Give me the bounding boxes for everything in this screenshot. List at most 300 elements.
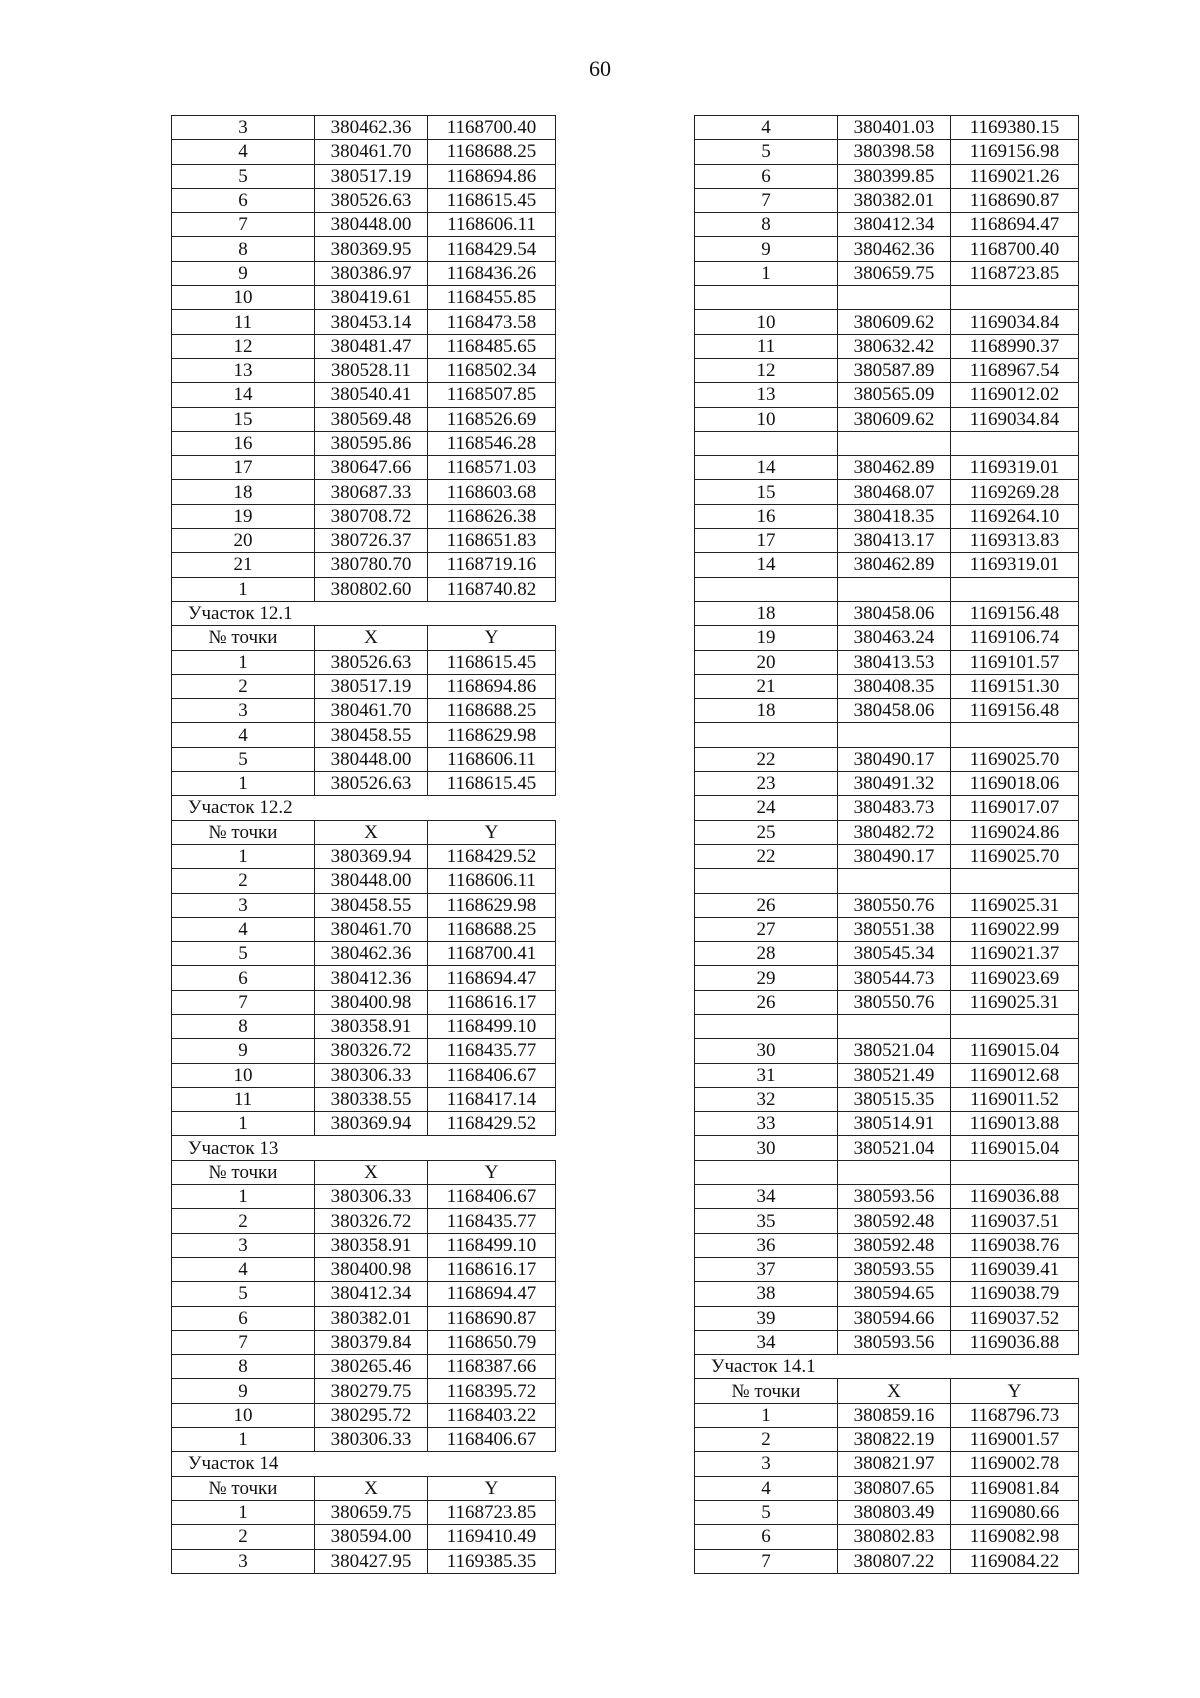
table-row	[172, 1112, 556, 1136]
point-number-cell: 9	[172, 1039, 315, 1063]
x-coordinate-cell: 380265.46	[315, 1355, 428, 1379]
y-coordinate-cell: 1169319.01	[951, 553, 1079, 577]
y-coordinate-cell: 1168395.72	[428, 1379, 556, 1403]
y-coordinate-cell: 1168688.25	[428, 699, 556, 723]
y-coordinate-cell: 1169021.26	[951, 164, 1079, 188]
point-number-cell: 1	[172, 772, 315, 796]
point-number-cell: 23	[695, 772, 838, 796]
table-row	[172, 456, 556, 480]
point-number-cell: 11	[172, 1087, 315, 1111]
x-coordinate-cell: 380491.32	[838, 772, 951, 796]
table-row	[172, 966, 556, 990]
x-coordinate-cell: 380462.89	[838, 553, 951, 577]
separator-row	[695, 1014, 1079, 1038]
table-row	[172, 407, 556, 431]
x-coordinate-cell: 380594.00	[315, 1525, 428, 1549]
y-coordinate-cell: 1168387.66	[428, 1355, 556, 1379]
y-coordinate-cell: 1168700.40	[428, 116, 556, 140]
y-coordinate-cell: 1169012.68	[951, 1063, 1079, 1087]
point-number-header: № точки	[172, 820, 315, 844]
y-coordinate-cell: 1169080.66	[951, 1500, 1079, 1524]
x-coordinate-cell: 380544.73	[838, 966, 951, 990]
table-row	[172, 1257, 556, 1281]
point-number-cell: 9	[172, 261, 315, 285]
point-number-cell: 21	[172, 553, 315, 577]
y-coordinate-cell: 1169038.76	[951, 1233, 1079, 1257]
point-number-cell: 30	[695, 1136, 838, 1160]
point-number-cell: 11	[172, 310, 315, 334]
x-coordinate-cell: 380481.47	[315, 334, 428, 358]
point-number-cell: 5	[172, 747, 315, 771]
x-coordinate-cell: 380399.85	[838, 164, 951, 188]
x-coordinate-cell: 380514.91	[838, 1112, 951, 1136]
y-coordinate-cell: 1168526.69	[428, 407, 556, 431]
x-coordinate-cell: 380462.36	[838, 237, 951, 261]
point-number-cell: 7	[695, 1549, 838, 1573]
empty-cell	[838, 1014, 951, 1038]
section-title-row	[172, 601, 556, 625]
point-number-cell: 2	[172, 1525, 315, 1549]
separator-row	[695, 1160, 1079, 1184]
separator-row	[695, 286, 1079, 310]
table-row	[172, 772, 556, 796]
point-number-cell: 1	[172, 577, 315, 601]
x-coordinate-cell: 380526.63	[315, 188, 428, 212]
y-coordinate-cell: 1168606.11	[428, 213, 556, 237]
point-number-cell: 5	[695, 1500, 838, 1524]
point-number-cell: 11	[695, 334, 838, 358]
y-coordinate-cell: 1168502.34	[428, 358, 556, 382]
y-coordinate-cell: 1168688.25	[428, 140, 556, 164]
x-coordinate-cell: 380659.75	[838, 261, 951, 285]
y-coordinate-cell: 1168694.86	[428, 164, 556, 188]
x-coordinate-cell: 380461.70	[315, 140, 428, 164]
x-coordinate-cell: 380569.48	[315, 407, 428, 431]
x-coordinate-cell: 380338.55	[315, 1087, 428, 1111]
x-coordinate-cell: 380821.97	[838, 1452, 951, 1476]
table-row	[695, 358, 1079, 382]
x-coordinate-cell: 380358.91	[315, 1233, 428, 1257]
point-number-cell: 7	[695, 188, 838, 212]
empty-cell	[315, 1136, 428, 1160]
y-coordinate-cell: 1168700.40	[951, 237, 1079, 261]
y-coordinate-cell: 1168723.85	[951, 261, 1079, 285]
point-number-cell: 1	[695, 261, 838, 285]
table-row	[695, 990, 1079, 1014]
table-row	[695, 480, 1079, 504]
x-coordinate-cell: 380412.36	[315, 966, 428, 990]
x-coordinate-cell: 380306.33	[315, 1063, 428, 1087]
x-coordinate-cell: 380526.63	[315, 772, 428, 796]
y-coordinate-cell: 1169385.35	[428, 1549, 556, 1573]
x-coordinate-cell: 380609.62	[838, 310, 951, 334]
x-coordinate-cell: 380398.58	[838, 140, 951, 164]
x-coordinate-cell: 380540.41	[315, 383, 428, 407]
table-row	[172, 431, 556, 455]
table-row	[172, 358, 556, 382]
point-number-cell: 21	[695, 674, 838, 698]
table-row	[695, 1209, 1079, 1233]
table-row	[695, 747, 1079, 771]
x-coordinate-cell: 380807.22	[838, 1549, 951, 1573]
empty-cell	[838, 1160, 951, 1184]
table-row	[172, 1500, 556, 1524]
x-coordinate-cell: 380453.14	[315, 310, 428, 334]
y-coordinate-cell: 1168429.52	[428, 844, 556, 868]
table-row	[172, 116, 556, 140]
x-coordinate-cell: 380822.19	[838, 1428, 951, 1452]
point-number-cell: 18	[695, 699, 838, 723]
point-number-cell: 7	[172, 1330, 315, 1354]
x-coordinate-cell: 380458.06	[838, 601, 951, 625]
y-coordinate-cell: 1168455.85	[428, 286, 556, 310]
x-coordinate-cell: 380647.66	[315, 456, 428, 480]
x-coordinate-cell: 380594.66	[838, 1306, 951, 1330]
table-row	[172, 529, 556, 553]
x-coordinate-cell: 380551.38	[838, 917, 951, 941]
table-row	[695, 213, 1079, 237]
table-row	[172, 1549, 556, 1573]
empty-cell	[315, 1452, 428, 1476]
y-column-header: Y	[951, 1379, 1079, 1403]
table-row	[172, 480, 556, 504]
point-number-cell: 5	[172, 164, 315, 188]
y-coordinate-cell: 1169015.04	[951, 1136, 1079, 1160]
point-number-cell: 1	[172, 844, 315, 868]
y-coordinate-cell: 1169015.04	[951, 1039, 1079, 1063]
table-row	[172, 504, 556, 528]
empty-cell	[428, 1452, 556, 1476]
y-coordinate-cell: 1169034.84	[951, 310, 1079, 334]
empty-cell	[428, 796, 556, 820]
point-number-cell: 8	[172, 1014, 315, 1038]
table-row	[172, 334, 556, 358]
y-coordinate-cell: 1169025.70	[951, 844, 1079, 868]
point-number-cell: 14	[695, 456, 838, 480]
table-row	[172, 747, 556, 771]
table-header-row	[172, 1160, 556, 1184]
point-number-cell: 22	[695, 747, 838, 771]
x-coordinate-cell: 380419.61	[315, 286, 428, 310]
table-row	[172, 1039, 556, 1063]
y-coordinate-cell: 1169039.41	[951, 1257, 1079, 1281]
table-row	[695, 1063, 1079, 1087]
table-row	[172, 723, 556, 747]
table-row	[172, 237, 556, 261]
x-coordinate-cell: 380594.65	[838, 1282, 951, 1306]
table-row	[695, 820, 1079, 844]
empty-cell	[428, 1136, 556, 1160]
table-row	[695, 1500, 1079, 1524]
x-coordinate-cell: 380609.62	[838, 407, 951, 431]
point-number-cell: 30	[695, 1039, 838, 1063]
table-row	[172, 164, 556, 188]
x-coordinate-cell: 380412.34	[315, 1282, 428, 1306]
point-number-cell: 14	[695, 553, 838, 577]
x-coordinate-cell: 380418.35	[838, 504, 951, 528]
point-number-cell: 34	[695, 1330, 838, 1354]
point-number-cell: 15	[695, 480, 838, 504]
table-row	[172, 286, 556, 310]
y-coordinate-cell: 1168436.26	[428, 261, 556, 285]
table-row	[695, 334, 1079, 358]
point-number-cell: 26	[695, 893, 838, 917]
table-row	[172, 1306, 556, 1330]
table-row	[695, 1452, 1079, 1476]
section-title: Участок 14.1	[695, 1355, 838, 1379]
x-column-header: X	[838, 1379, 951, 1403]
table-header-row	[172, 626, 556, 650]
y-coordinate-cell: 1169024.86	[951, 820, 1079, 844]
point-number-cell: 8	[172, 1355, 315, 1379]
x-coordinate-cell: 380369.95	[315, 237, 428, 261]
table-row	[172, 1087, 556, 1111]
x-coordinate-cell: 380659.75	[315, 1500, 428, 1524]
empty-cell	[315, 796, 428, 820]
x-coordinate-cell: 380448.00	[315, 213, 428, 237]
table-row	[172, 1282, 556, 1306]
x-coordinate-cell: 380461.70	[315, 699, 428, 723]
table-row	[172, 650, 556, 674]
x-coordinate-cell: 380528.11	[315, 358, 428, 382]
point-number-cell: 16	[695, 504, 838, 528]
empty-cell	[951, 1355, 1079, 1379]
table-row	[172, 188, 556, 212]
empty-cell	[838, 1355, 951, 1379]
point-number-cell: 37	[695, 1257, 838, 1281]
x-coordinate-cell: 380408.35	[838, 674, 951, 698]
y-coordinate-cell: 1169082.98	[951, 1525, 1079, 1549]
y-coordinate-cell: 1169001.57	[951, 1428, 1079, 1452]
table-row	[695, 1403, 1079, 1427]
x-coordinate-cell: 380802.83	[838, 1525, 951, 1549]
x-coordinate-cell: 380807.65	[838, 1476, 951, 1500]
y-coordinate-cell: 1168650.79	[428, 1330, 556, 1354]
point-number-cell: 4	[695, 1476, 838, 1500]
y-column-header: Y	[428, 626, 556, 650]
table-row	[695, 456, 1079, 480]
x-coordinate-cell: 380427.95	[315, 1549, 428, 1573]
point-number-cell: 6	[172, 188, 315, 212]
x-coordinate-cell: 380279.75	[315, 1379, 428, 1403]
y-coordinate-cell: 1168694.47	[428, 966, 556, 990]
empty-cell	[695, 1014, 838, 1038]
y-coordinate-cell: 1168435.77	[428, 1039, 556, 1063]
y-coordinate-cell: 1168507.85	[428, 383, 556, 407]
empty-cell	[951, 723, 1079, 747]
point-number-cell: 20	[172, 529, 315, 553]
point-number-cell: 1	[172, 650, 315, 674]
section-title: Участок 12.2	[172, 796, 315, 820]
separator-row	[695, 723, 1079, 747]
y-coordinate-cell: 1169017.07	[951, 796, 1079, 820]
section-title: Участок 12.1	[172, 601, 315, 625]
point-number-cell: 6	[695, 1525, 838, 1549]
point-number-cell: 28	[695, 942, 838, 966]
page-number: 60	[589, 56, 611, 81]
empty-cell	[951, 286, 1079, 310]
point-number-cell: 10	[172, 1403, 315, 1427]
point-number-cell: 10	[695, 310, 838, 334]
x-column-header: X	[315, 1160, 428, 1184]
x-coordinate-cell: 380802.60	[315, 577, 428, 601]
y-coordinate-cell: 1169319.01	[951, 456, 1079, 480]
y-coordinate-cell: 1169156.48	[951, 601, 1079, 625]
table-row	[172, 1403, 556, 1427]
table-row	[695, 650, 1079, 674]
table-row	[172, 1428, 556, 1452]
empty-cell	[838, 577, 951, 601]
table-row	[695, 1428, 1079, 1452]
x-coordinate-cell: 380687.33	[315, 480, 428, 504]
x-coordinate-cell: 380413.17	[838, 529, 951, 553]
y-coordinate-cell: 1168403.22	[428, 1403, 556, 1427]
point-number-cell: 33	[695, 1112, 838, 1136]
point-number-cell: 14	[172, 383, 315, 407]
y-coordinate-cell: 1169023.69	[951, 966, 1079, 990]
point-number-cell: 6	[172, 966, 315, 990]
point-number-cell: 1	[695, 1403, 838, 1427]
x-coordinate-cell: 380592.48	[838, 1209, 951, 1233]
y-coordinate-cell: 1169081.84	[951, 1476, 1079, 1500]
x-coordinate-cell: 380490.17	[838, 844, 951, 868]
empty-cell	[838, 286, 951, 310]
x-coordinate-cell: 380386.97	[315, 261, 428, 285]
point-number-cell: 19	[695, 626, 838, 650]
point-number-cell: 5	[172, 1282, 315, 1306]
y-coordinate-cell: 1169002.78	[951, 1452, 1079, 1476]
y-coordinate-cell: 1168990.37	[951, 334, 1079, 358]
x-coordinate-cell: 380382.01	[838, 188, 951, 212]
y-coordinate-cell: 1168723.85	[428, 1500, 556, 1524]
point-number-header: № точки	[695, 1379, 838, 1403]
point-number-cell: 2	[172, 869, 315, 893]
table-row	[695, 310, 1079, 334]
y-coordinate-cell: 1169037.51	[951, 1209, 1079, 1233]
empty-cell	[315, 601, 428, 625]
y-coordinate-cell: 1168719.16	[428, 553, 556, 577]
section-title-row	[172, 1452, 556, 1476]
empty-cell	[695, 577, 838, 601]
y-coordinate-cell: 1168615.45	[428, 772, 556, 796]
x-coordinate-cell: 380565.09	[838, 383, 951, 407]
y-coordinate-cell: 1169106.74	[951, 626, 1079, 650]
x-coordinate-cell: 380448.00	[315, 747, 428, 771]
x-coordinate-cell: 380458.55	[315, 723, 428, 747]
y-coordinate-cell: 1169021.37	[951, 942, 1079, 966]
table-row	[695, 1233, 1079, 1257]
point-number-cell: 6	[695, 164, 838, 188]
y-coordinate-cell: 1168603.68	[428, 480, 556, 504]
y-column-header: Y	[428, 1476, 556, 1500]
y-coordinate-cell: 1169022.99	[951, 917, 1079, 941]
point-number-cell: 4	[172, 723, 315, 747]
x-coordinate-cell: 380632.42	[838, 334, 951, 358]
y-coordinate-cell: 1168406.67	[428, 1428, 556, 1452]
y-coordinate-cell: 1168473.58	[428, 310, 556, 334]
table-row	[695, 626, 1079, 650]
empty-cell	[695, 286, 838, 310]
point-number-cell: 9	[172, 1379, 315, 1403]
table-row	[695, 164, 1079, 188]
point-number-cell: 3	[172, 893, 315, 917]
x-coordinate-cell: 380462.36	[315, 942, 428, 966]
x-coordinate-cell: 380461.70	[315, 917, 428, 941]
y-column-header: Y	[428, 820, 556, 844]
table-row	[695, 1185, 1079, 1209]
y-coordinate-cell: 1169156.48	[951, 699, 1079, 723]
y-coordinate-cell: 1168688.25	[428, 917, 556, 941]
y-coordinate-cell: 1168571.03	[428, 456, 556, 480]
point-number-cell: 19	[172, 504, 315, 528]
empty-cell	[951, 1160, 1079, 1184]
point-number-cell: 31	[695, 1063, 838, 1087]
x-coordinate-cell: 380458.06	[838, 699, 951, 723]
y-coordinate-cell: 1168615.45	[428, 188, 556, 212]
x-coordinate-cell: 380306.33	[315, 1428, 428, 1452]
point-number-cell: 3	[172, 699, 315, 723]
x-column-header: X	[315, 1476, 428, 1500]
table-row	[695, 504, 1079, 528]
y-coordinate-cell: 1169013.88	[951, 1112, 1079, 1136]
section-title: Участок 14	[172, 1452, 315, 1476]
point-number-cell: 18	[172, 480, 315, 504]
point-number-cell: 1	[172, 1500, 315, 1524]
point-number-header: № точки	[172, 626, 315, 650]
y-coordinate-cell: 1168435.77	[428, 1209, 556, 1233]
y-coordinate-cell: 1168499.10	[428, 1233, 556, 1257]
y-coordinate-cell: 1168694.47	[951, 213, 1079, 237]
table-row	[695, 942, 1079, 966]
y-coordinate-cell: 1169269.28	[951, 480, 1079, 504]
x-column-header: X	[315, 626, 428, 650]
y-coordinate-cell: 1168429.52	[428, 1112, 556, 1136]
table-row	[695, 1330, 1079, 1354]
table-row	[695, 1476, 1079, 1500]
x-coordinate-cell: 380708.72	[315, 504, 428, 528]
table-row	[172, 917, 556, 941]
x-coordinate-cell: 380593.55	[838, 1257, 951, 1281]
point-number-cell: 3	[695, 1452, 838, 1476]
table-row	[695, 796, 1079, 820]
table-row	[172, 699, 556, 723]
table-row	[172, 577, 556, 601]
table-row	[172, 140, 556, 164]
table-row	[695, 1525, 1079, 1549]
y-coordinate-cell: 1169380.15	[951, 116, 1079, 140]
y-coordinate-cell: 1169313.83	[951, 529, 1079, 553]
y-coordinate-cell: 1169012.02	[951, 383, 1079, 407]
table-row	[695, 1282, 1079, 1306]
point-number-cell: 32	[695, 1087, 838, 1111]
table-row	[172, 869, 556, 893]
x-coordinate-cell: 380483.73	[838, 796, 951, 820]
table-row	[695, 601, 1079, 625]
table-row	[695, 553, 1079, 577]
y-coordinate-cell: 1169264.10	[951, 504, 1079, 528]
point-number-cell: 5	[172, 942, 315, 966]
table-row	[695, 772, 1079, 796]
x-coordinate-cell: 380517.19	[315, 164, 428, 188]
point-number-cell: 7	[172, 990, 315, 1014]
y-coordinate-cell: 1168606.11	[428, 869, 556, 893]
x-coordinate-cell: 380545.34	[838, 942, 951, 966]
table-row	[695, 116, 1079, 140]
y-coordinate-cell: 1169037.52	[951, 1306, 1079, 1330]
table-row	[172, 1525, 556, 1549]
y-coordinate-cell: 1168615.45	[428, 650, 556, 674]
y-coordinate-cell: 1168546.28	[428, 431, 556, 455]
